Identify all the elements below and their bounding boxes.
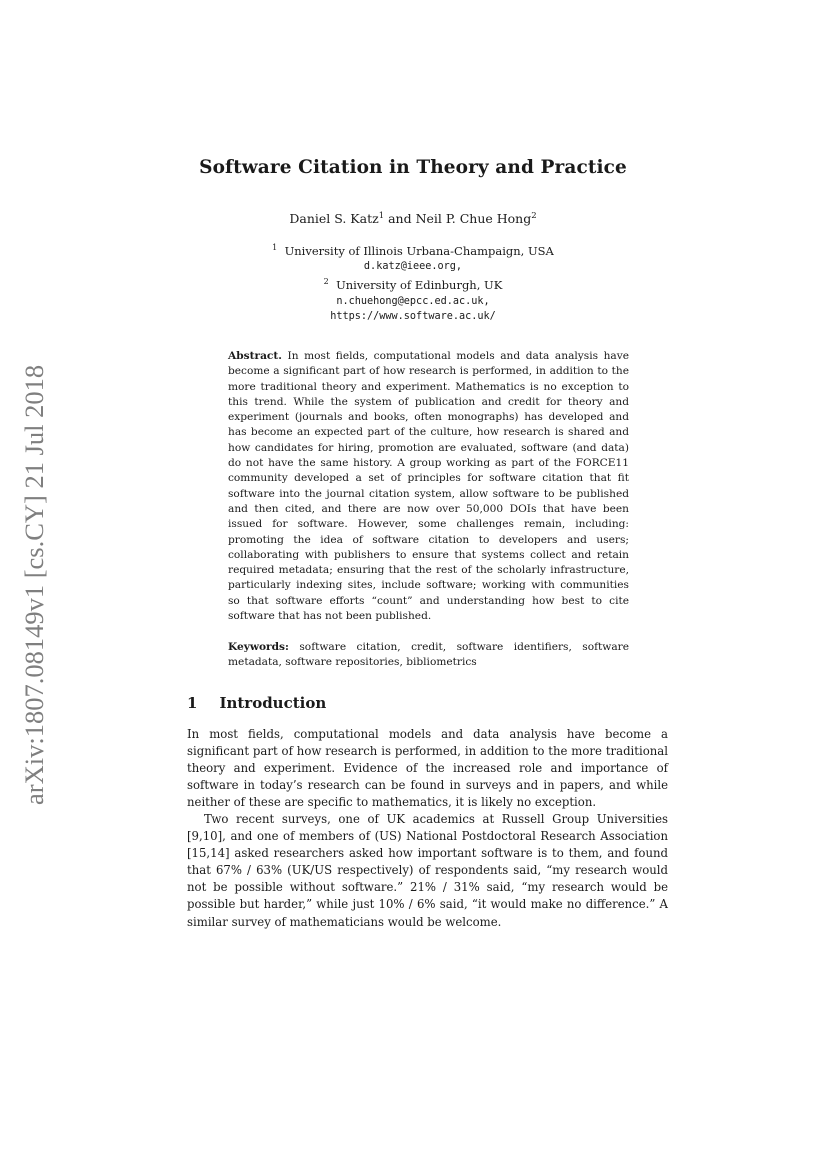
body-paragraph: Two recent surveys, one of UK academics at Russell Group Universities [9,10], and one of members of (US) National Postdoctoral Research Association [15,14] asked researchers asked how important software is to them, and found that 67% / 63% (UK/US respectively) of respondents said, “my research would not be possible without software.” 21% / 31% said, “my research would be possible but harder,” while just 10% / 6% said, “it would make no difference.” A similar survey of mathematicians would be welcome. [187,812,668,929]
section-heading [187,694,326,712]
author-list [0,211,826,226]
keywords-text: software citation, credit, software identifiers, software metadata, software repositories, bibliometrics [228,641,629,669]
author-name: Neil P. Chue Hong [415,211,532,227]
abstract [228,349,629,624]
keywords [228,640,629,671]
affiliation-mark: 2 [531,211,537,221]
institution: University of Illinois Urbana-Champaign, USA [284,243,554,258]
affiliation-mark: 1 [378,211,385,221]
affiliation-line [0,274,826,293]
keywords-label: Keywords: [228,641,289,653]
institution: University of Edinburgh, UK [336,278,503,293]
email-link[interactable]: d.katz@ieee.org, [363,261,463,273]
email-link[interactable]: n.chuehong@epcc.ed.ac.uk, [336,295,490,307]
body-paragraph: In most fields, computational models and data analysis have become a significant part of how research is performed, in addition to the more traditional theory and experiment. Evidence of the increased role and importance of software in today’s research can be found in surveys and in papers, and while neither of these are specific to mathematics, it is likely no exception. [187,727,668,810]
author-name: Daniel S. Katz [289,211,379,227]
affiliation-mark: 2 [323,277,329,287]
abstract-label: Abstract. [228,350,282,362]
affiliation-line [0,240,826,259]
arxiv-identifier-stamp: arXiv:1807.08149v1 [cs.CY] 21 Jul 2018 [19,364,49,806]
section-number: 1 [187,694,198,712]
affiliation-mark: 1 [272,243,278,252]
author-separator: and [384,211,416,227]
section-title: Introduction [219,694,327,712]
affiliations [0,240,826,324]
paper-title: Software Citation in Theory and Practice [199,157,627,178]
website-link[interactable]: https://www.software.ac.uk/ [330,310,496,322]
abstract-text: In most fields, computational models and data analysis have become a significant part of how research is performed, in addition to the more traditional theory and experiment. Mathematics is no exception to this trend. While the system of publication and credit for theory and experiment (journals and books, often monographs) has developed and has become an expected part of the culture, how research is shared and how candidates for hiring, promotion are evaluated, software (and data) do not have the same history. A group working as part of the FORCE11 community developed a set of principles for software citation that fit software into the journal citation system, allow software to be published and then cited, and there are now over 50,000 DOIs that have been issued for software. However, some challenges remain, including: promoting the idea of software citation to developers and users; collaborating with publishers to ensure that systems collect and retain required metadata; ensuring that the rest of the scholarly infrastructure, particularly indexing sites, include software; working with communities so that software efforts “count” and understanding how best to cite software that has not been published. [228,350,629,623]
